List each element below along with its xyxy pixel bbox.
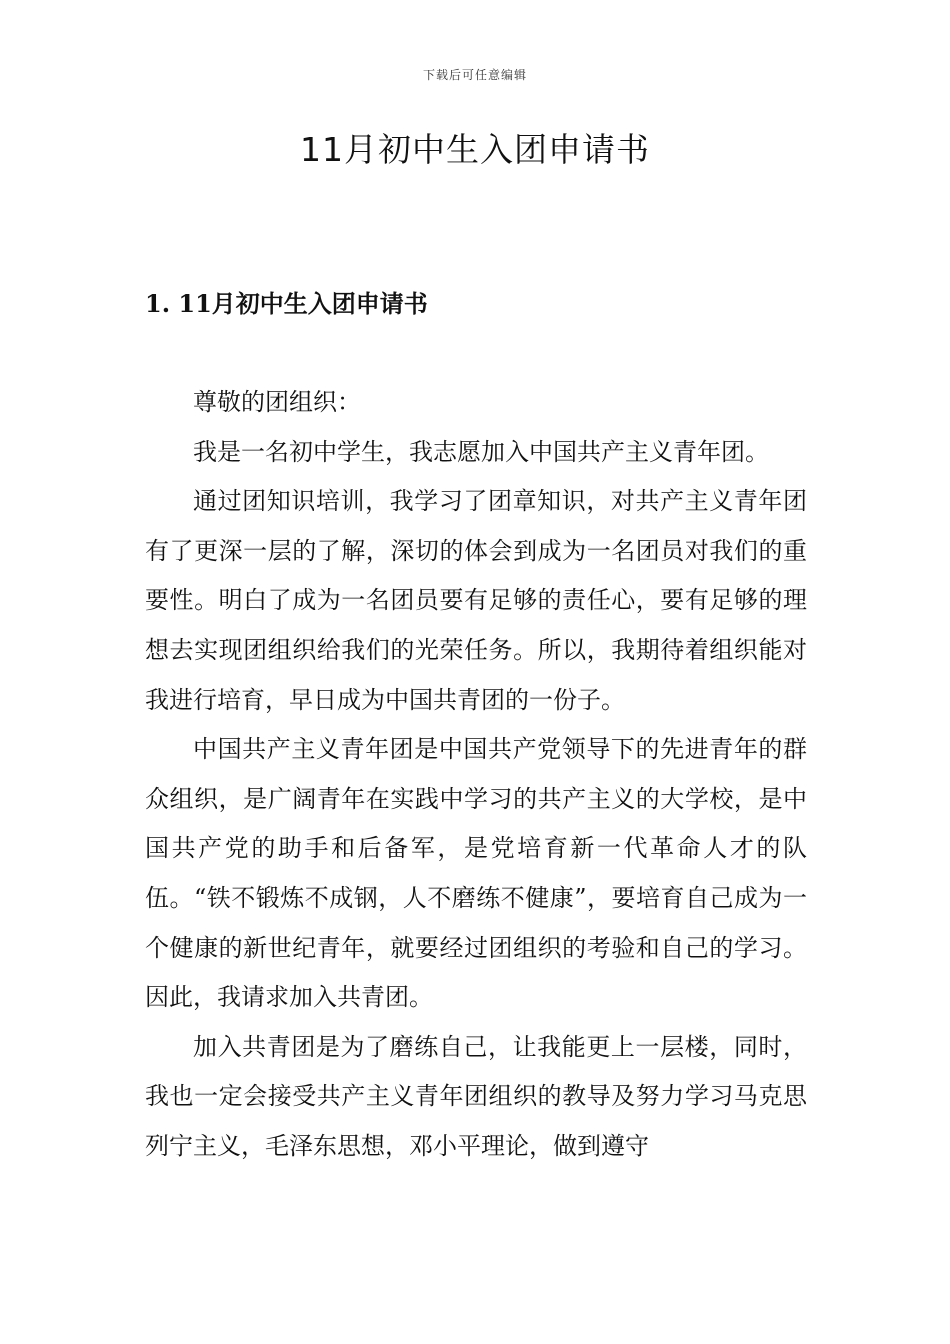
document-body — [145, 378, 807, 1172]
paragraph-3: 中国共产主义青年团是中国共产党领导下的先进青年的群众组织，是广阔青年在实践中学习的共产主义的大学校，是中国共产党的助手和后备军，是党培育新一代革命人才的队伍。“铁不锻炼不成钢，人不磨练不健康”，要培育自己成为一个健康的新世纪青年，就要经过团组织的考验和自己的学习。因此，我请求加入共青团。 — [145, 735, 807, 1012]
header-note: 下载后可任意编辑 — [422, 68, 527, 82]
paragraph-1: 我是一名初中学生，我志愿加入中国共产主义青年团。 — [193, 437, 769, 466]
paragraph-4: 加入共青团是为了磨练自己，让我能更上一层楼，同时，我也一定会接受共产主义青年团组织的教导及努力学习马克思列宁主义，毛泽东思想，邓小平理论，做到遵守 — [145, 1032, 807, 1160]
document-title: 11月初中生入团申请书 — [300, 130, 650, 169]
paragraph-2: 通过团知识培训，我学习了团章知识，对共产主义青年团有了更深一层的了解，深切的体会到成为一名团员对我们的重要性。明白了成为一名团员要有足够的责任心，要有足够的理想去实现团组织给我们的光荣任务。所以，我期待着组织能对我进行培育，早日成为中国共青团的一份子。 — [145, 487, 807, 714]
salutation: 尊敬的团组织： — [193, 388, 361, 416]
section-heading: 1. 11月初中生入团申请书 — [145, 289, 428, 318]
